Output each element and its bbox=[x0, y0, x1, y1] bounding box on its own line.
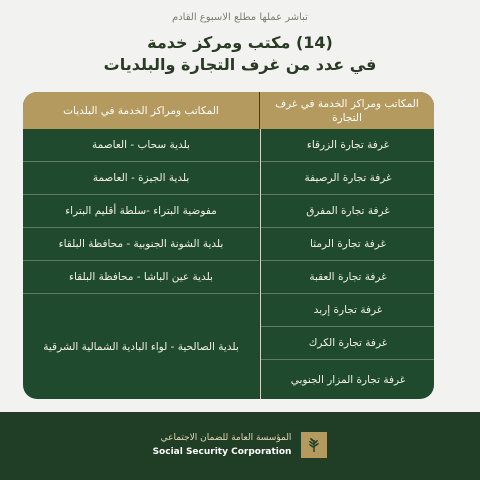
chamber-row: غرفة تجارة إربد bbox=[261, 294, 434, 327]
title-line-1: (14) مكتب ومركز خدمة bbox=[147, 33, 333, 52]
title-line-2: في عدد من غرف التجارة والبلديات bbox=[103, 55, 377, 74]
wheat-icon bbox=[301, 432, 327, 458]
chamber-row: غرفة تجارة المزار الجنوبي bbox=[290, 373, 406, 386]
footer bbox=[0, 412, 480, 480]
municipalities-column bbox=[23, 129, 259, 399]
org-name-english: Social Security Corporation bbox=[152, 447, 292, 457]
municipality-row: بلدية عين الباشا - محافظة البلقاء bbox=[23, 261, 259, 294]
chamber-row: غرفة تجارة العقبة bbox=[261, 261, 434, 294]
chamber-row: غرفة تجارة الكرك bbox=[261, 327, 434, 360]
chamber-row: غرفة تجارة الرمثا bbox=[261, 228, 434, 261]
chamber-row: غرفة تجارة الزرقاء bbox=[261, 129, 434, 162]
header-municipalities: المكاتب ومراكز الخدمة في البلديات bbox=[23, 92, 259, 129]
municipality-row: بلدية الصالحية - لواء البادية الشمالية الشرقية bbox=[43, 340, 239, 353]
header-chambers: المكاتب ومراكز الخدمة في غرف التجارة bbox=[260, 92, 434, 129]
chambers-column bbox=[260, 129, 434, 399]
org-logo bbox=[0, 432, 480, 458]
subtitle: تباشر عملها مطلع الاسبوع القادم bbox=[172, 12, 308, 23]
page-title bbox=[0, 32, 480, 76]
municipality-row: بلدية سحاب - العاصمة bbox=[23, 129, 259, 162]
org-name-arabic: المؤسسة العامة للضمان الاجتماعي bbox=[160, 433, 292, 443]
municipality-row: بلدية الشونة الجنوبية - محافظة البلقاء bbox=[23, 228, 259, 261]
municipality-row: بلدية الجيزة - العاصمة bbox=[23, 162, 259, 195]
chamber-row: غرفة تجارة المفرق bbox=[261, 195, 434, 228]
chamber-row: غرفة تجارة الرصيفة bbox=[261, 162, 434, 195]
offices-table bbox=[23, 92, 434, 399]
municipality-row: مفوضية البتراء -سلطة أقليم البتراء bbox=[23, 195, 259, 228]
